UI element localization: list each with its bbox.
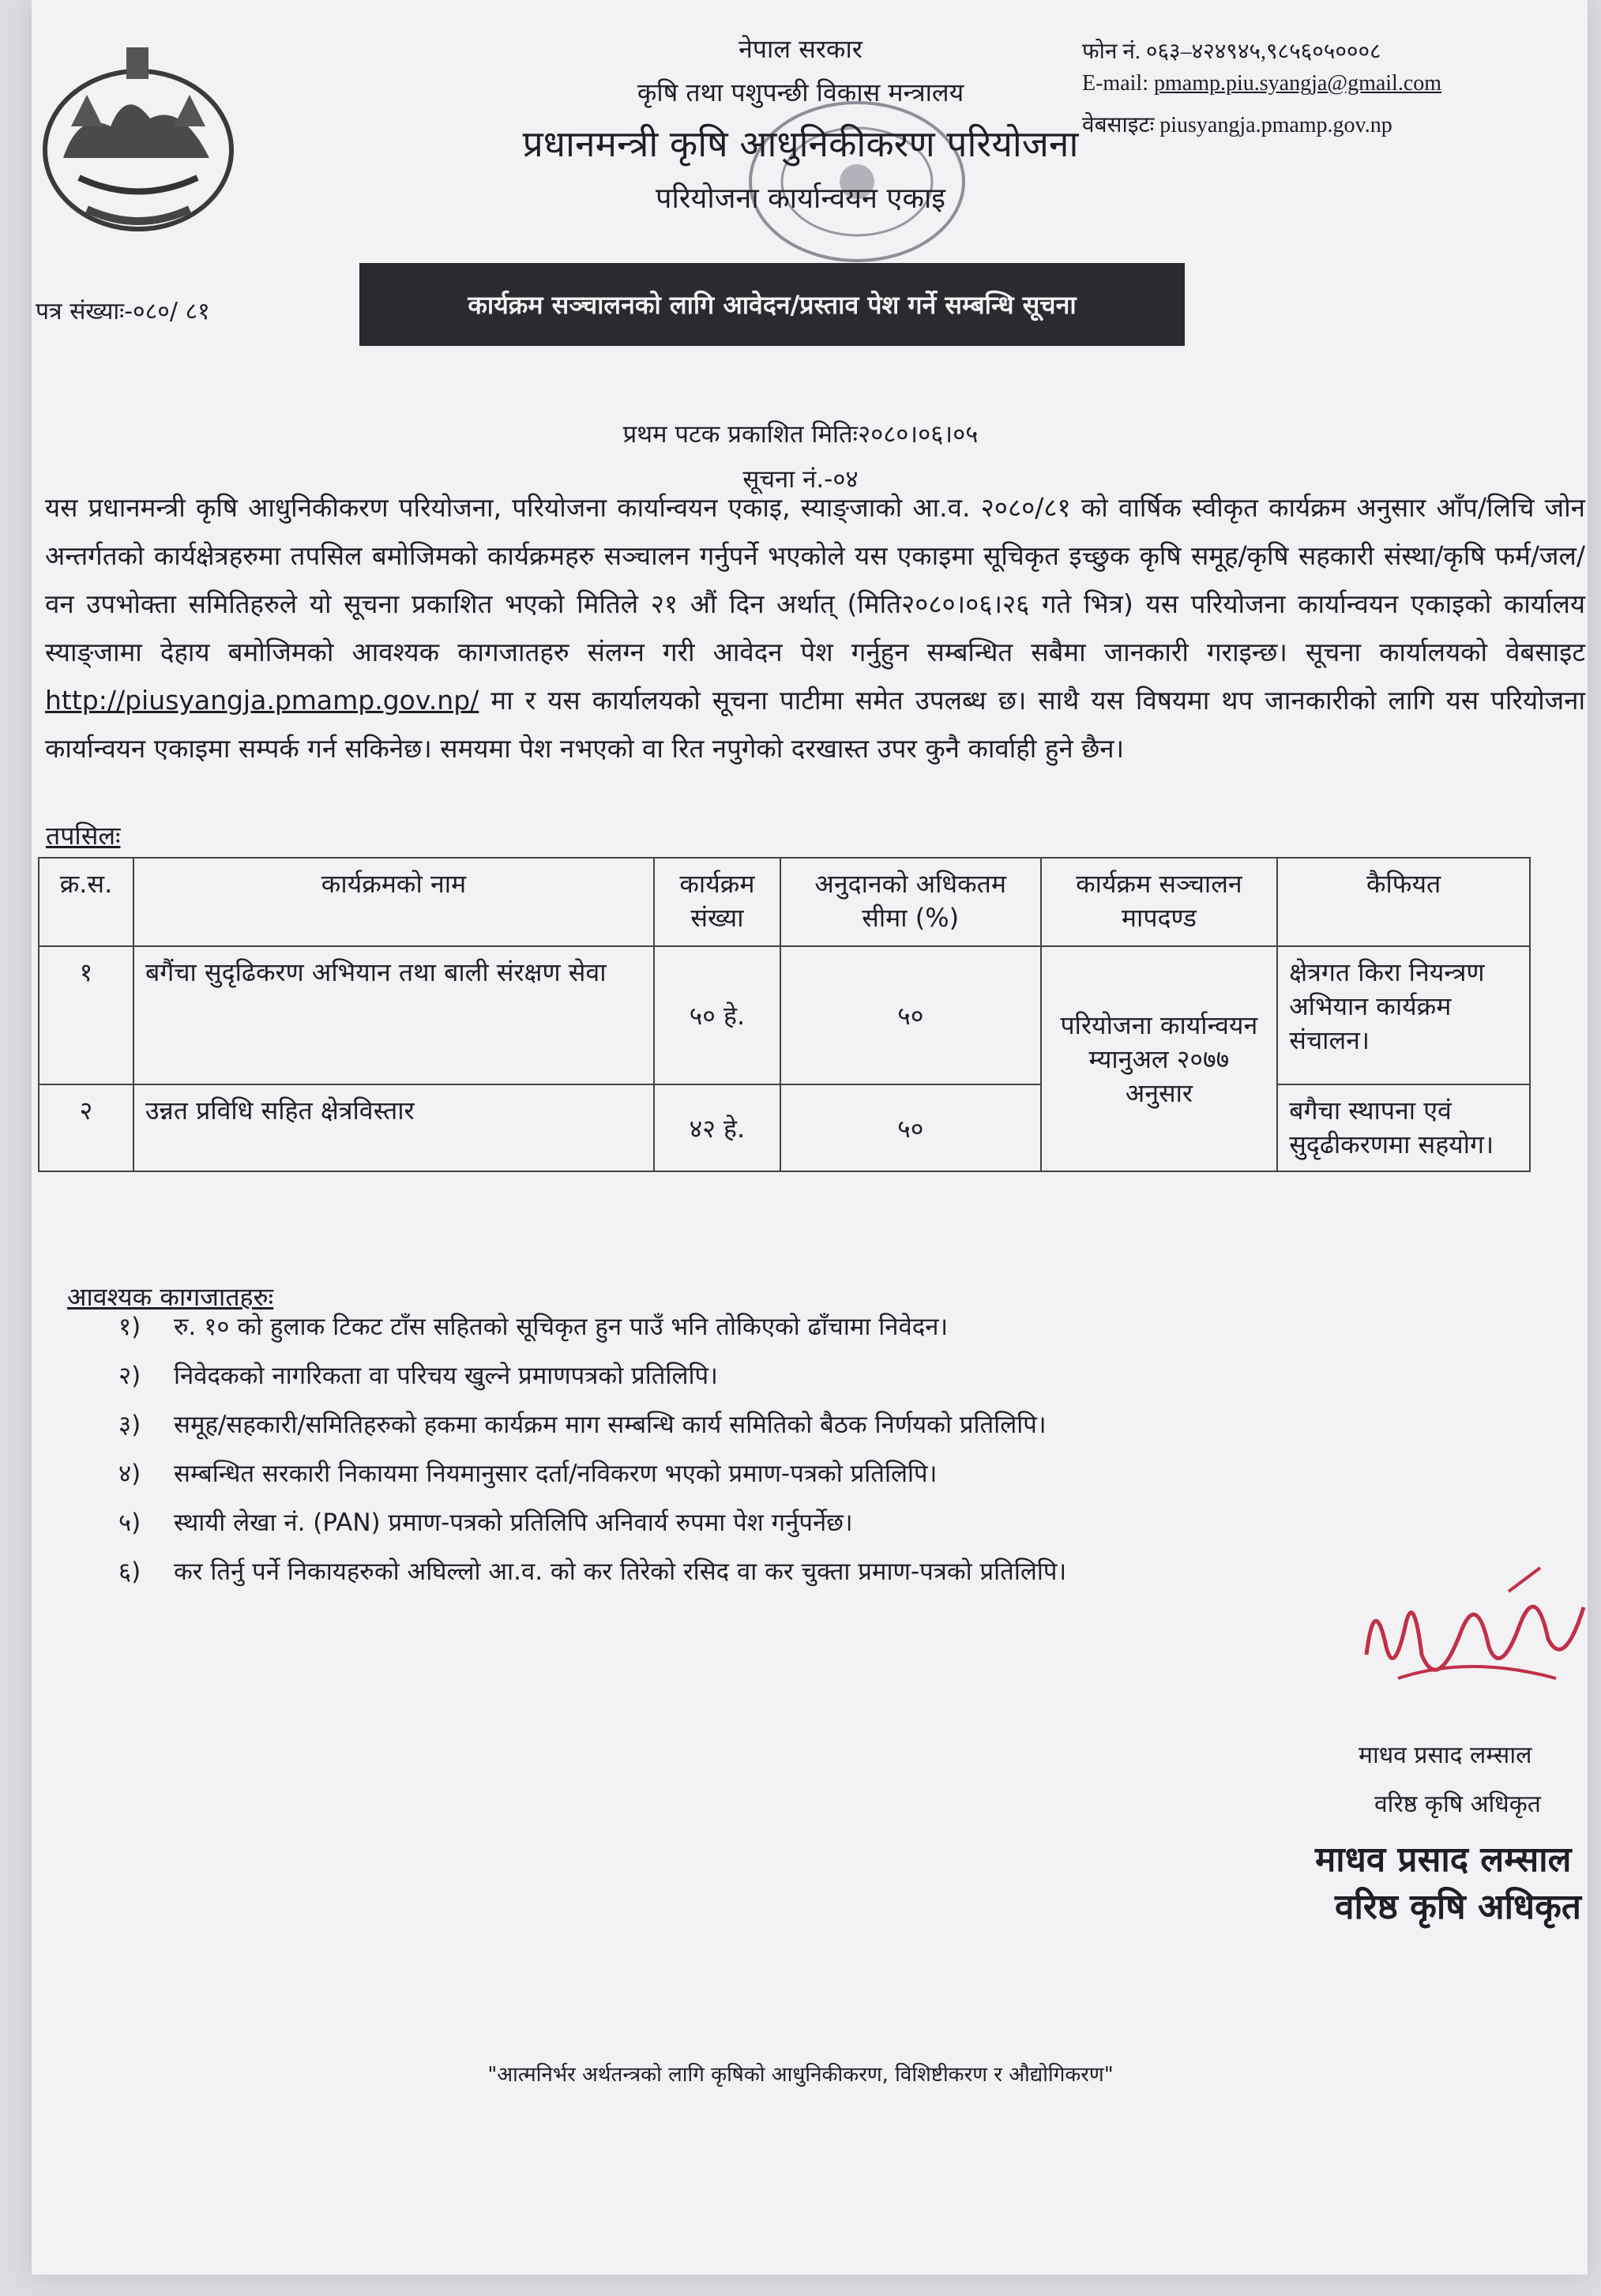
signature-icon	[1351, 1560, 1595, 1718]
signatory-name: माधव प्रसाद लम्साल	[1359, 1742, 1532, 1769]
item-number: ४)	[118, 1460, 141, 1488]
documents-title: आवश्यक कागजातहरुः	[67, 1282, 274, 1312]
item-text: कर तिर्नु पर्ने निकायहरुको अघिल्लो आ.व. को कर तिरेको रसिद वा कर चुक्ता प्रमाण-पत्रको प्रतिलिपि।	[174, 1558, 1067, 1586]
stamp-name: माधव प्रसाद लम्साल	[1315, 1839, 1572, 1880]
item-text: सम्बन्धित सरकारी निकायमा नियमानुसार दर्ता/नविकरण भएको प्रमाण-पत्रको प्रतिलिपि।	[174, 1460, 938, 1488]
banner-text: कार्यक्रम सञ्चालनको लागि आवेदन/प्रस्ताव पेश गर्ने सम्बन्धि सूचना	[468, 290, 1077, 320]
row-grant-limit: ५०	[780, 946, 1041, 1084]
unit-title: परियोजना कार्यान्वयन एकाइ	[656, 182, 945, 215]
header-criteria: कार्यक्रम सञ्चालन मापदण्ड	[1041, 858, 1278, 946]
item-number: ५)	[118, 1509, 141, 1537]
notice-number: सूचना नं.-०४	[742, 465, 859, 494]
body-text-2: मा र यस कार्यालयको सूचना पाटीमा समेत उपलब्ध छ। साथै यस विषयमा थप जानकारीको लागि यस परियोजना कार्यान्वयन एकाइमा सम्पर्क गर्न सकिनेछ। समयमा पेश नभएको वा रित नपुगेको दरखास्त उपर कुनै कार्वाही हुने छैन।	[45, 685, 1585, 764]
notice-body	[45, 483, 1585, 772]
list-item	[118, 1497, 1224, 1546]
row-program-name: बगैंचा सुदृढिकरण अभियान तथा बाली संरक्षण सेवा	[133, 946, 654, 1084]
item-number: ३)	[118, 1411, 141, 1439]
letter-number: पत्र संख्याः-०८०/ ८१	[36, 298, 210, 325]
program-table	[38, 857, 1531, 1172]
email-line	[1082, 71, 1441, 96]
government-title: नेपाल सरकार	[738, 34, 863, 64]
item-number: १)	[118, 1313, 141, 1341]
list-item	[118, 1546, 1224, 1595]
list-item	[118, 1449, 1224, 1497]
header-grant-limit: अनुदानको अधिकतम सीमा (%)	[780, 858, 1041, 946]
row-program-count: ४२ हे.	[654, 1084, 780, 1171]
footer-slogan: "आत्मनिर्भर अर्थतन्त्रको लागि कृषिको आधुनिकीकरण, विशिष्टीकरण र औद्योगिकरण"	[487, 2063, 1114, 2087]
item-text: समूह/सहकारी/समितिहरुको हकमा कार्यक्रम माग सम्बन्धि कार्य समितिको बैठक निर्णयको प्रतिलिपि।	[174, 1411, 1047, 1439]
documents-list	[118, 1302, 1224, 1595]
item-number: २)	[118, 1362, 141, 1390]
list-item	[118, 1400, 1224, 1449]
details-label: तपसिलः	[46, 821, 121, 851]
project-title: प्रधानमन्त्री कृषि आधुनिकीकरण परियोजना	[522, 122, 1079, 165]
item-text: स्थायी लेखा नं. (PAN) प्रमाण-पत्रको प्रतिलिपि अनिवार्य रुपमा पेश गर्नुपर्नेछ।	[174, 1509, 853, 1537]
item-text: रु. १० को हुलाक टिकट टाँस सहितको सूचिकृत हुन पाउँ भनि तोकिएको ढाँचामा निवेदन।	[174, 1313, 949, 1341]
row-remarks: क्षेत्रगत किरा नियन्त्रण अभियान कार्यक्रम संचालन।	[1277, 946, 1530, 1084]
notice-banner	[359, 263, 1185, 346]
website-link[interactable]: http://piusyangja.pmamp.gov.np/	[45, 685, 479, 716]
publication-date: प्रथम पटक प्रकाशित मितिः२०८०।०६।०५	[622, 420, 979, 449]
item-text: निवेदकको नागरिकता वा परिचय खुल्ने प्रमाणपत्रको प्रतिलिपि।	[174, 1362, 718, 1390]
row-grant-limit: ५०	[780, 1084, 1041, 1171]
header-remarks: कैफियत	[1277, 858, 1530, 946]
email-link[interactable]: pmamp.piu.syangja@gmail.com	[1153, 71, 1442, 96]
row-program-name: उन्नत प्रविधि सहित क्षेत्रविस्तार	[133, 1084, 654, 1171]
header-program-count: कार्यक्रम संख्या	[654, 858, 780, 946]
table-row	[39, 1084, 1530, 1171]
list-item	[118, 1351, 1224, 1400]
row-sn: २	[39, 1084, 133, 1171]
body-text-1: यस प्रधानमन्त्री कृषि आधुनिकीकरण परियोजना, परियोजना कार्यान्वयन एकाइ, स्याङ्जाको आ.व. २०८०/८१ को वार्षिक स्वीकृत कार्यक्रम अनुसार आँप/लिचि जोन अन्तर्गतको कार्यक्षेत्रहरुमा तपसिल बमोजिमको कार्यक्रमहरु सञ्चालन गर्नुपर्ने भएकोले यस एकाइमा सूचिकृत इच्छुक कृषि समूह/कृषि सहकारी संस्था/कृषि फर्म/जल/वन उपभोक्ता समितिहरुले यो सूचना प्रकाशित भएको मितिले २१ औं दिन अर्थात् (मिति२०८०।०६।२६ गते भित्र) यस परियोजना कार्यान्वयन एकाइको कार्यालय स्याङ्जामा देहाय बमोजिमको आवश्यक कागजातहरु संलग्न गरी आवेदन पेश गर्नुहुन सम्बन्धित सबैमा जानकारी गराइन्छ। सूचना कार्यालयको वेबसाइट	[45, 492, 1585, 667]
row-remarks: बगैचा स्थापना एवं सुदृढीकरणमा सहयोग।	[1277, 1084, 1530, 1171]
list-item	[118, 1302, 1224, 1351]
table-header-row	[39, 858, 1530, 946]
email-label: E-mail:	[1082, 71, 1154, 96]
stamp-post: वरिष्ठ कृषि अधिकृत	[1335, 1887, 1581, 1927]
website-line: वेबसाइटः piusyangja.pmamp.gov.np	[1082, 113, 1392, 137]
row-program-count: ५० हे.	[654, 946, 780, 1084]
table-row	[39, 946, 1530, 1084]
row-criteria: परियोजना कार्यान्वयन म्यानुअल २०७७ अनुसार	[1041, 946, 1278, 1171]
header-sn: क्र.स.	[39, 858, 133, 946]
row-sn: १	[39, 946, 133, 1084]
header-program-name: कार्यक्रमको नाम	[133, 858, 654, 946]
phone-number: फोन नं. ०६३–४२४९४५,९८५६०५०००८	[1082, 39, 1381, 64]
item-number: ६)	[118, 1558, 141, 1586]
signatory-post: वरिष्ठ कृषि अधिकृत	[1374, 1791, 1541, 1818]
ministry-title: कृषि तथा पशुपन्छी विकास मन्त्रालय	[637, 77, 964, 107]
